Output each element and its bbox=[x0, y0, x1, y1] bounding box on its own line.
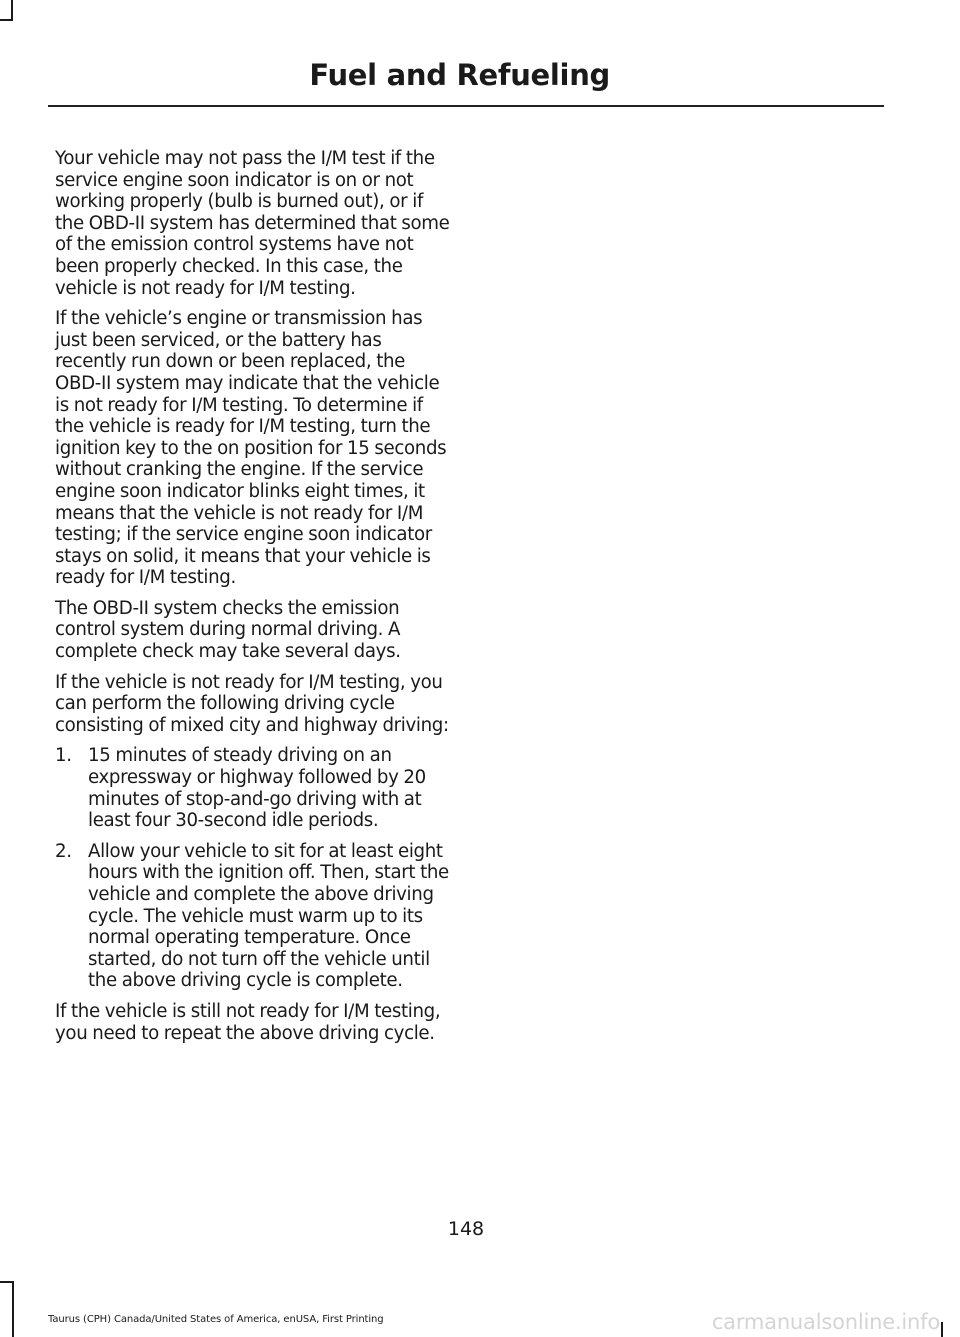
crop-mark-bottom-right-vertical bbox=[941, 1322, 943, 1337]
watermark: carmanualsonline.info bbox=[711, 1310, 940, 1334]
step-number: 1. bbox=[55, 745, 72, 767]
page-title: Fuel and Refueling bbox=[309, 58, 610, 92]
page-number: 148 bbox=[447, 1218, 485, 1240]
paragraph-im-test-failure: Your vehicle may not pass the I/M test if the service engine soon indicator is on or not working properly (bulb is burned out), or if the OBD-II system has determined that some of the emission control systems have not been properly checked. In this case, the vehicle is not ready for I/M testing. bbox=[55, 148, 450, 299]
step-text: 15 minutes of steady driving on an expressway or highway followed by 20 minutes of stop-and-go driving with at least four 30-second idle periods. bbox=[88, 745, 426, 832]
main-text-column bbox=[55, 148, 455, 1053]
step-text: Allow your vehicle to sit for at least eight hours with the ignition off. Then, start the vehicle and complete the above driving cycle. The vehicle must warm up to its normal operating temperature. Once started, do not turn off the vehicle until the above driving cycle is complete. bbox=[88, 840, 449, 992]
paragraph-readiness-check: If the vehicle’s engine or transmission has just been serviced, or the battery has recently run down or been replaced, the OBD-II system may indicate that the vehicle is not ready for I/M testing. To determine if the vehicle is ready for I/M testing, turn the ignition key to the on position for 15 seconds without cranking the engine. If the service engine soon indicator blinks eight times, it means that the vehicle is not ready for I/M testing; if the service engine soon indicator stays on solid, it means that your vehicle is ready for I/M testing. bbox=[55, 308, 447, 589]
list-item bbox=[55, 841, 455, 992]
crop-mark-top-left-vertical bbox=[11, 0, 13, 20]
header-divider bbox=[48, 105, 884, 107]
paragraph-driving-cycle-intro: If the vehicle is not ready for I/M testing, you can perform the following driving cycle consisting of mixed city and highway driving: bbox=[55, 671, 449, 736]
list-item bbox=[55, 745, 455, 831]
edition-footer: Taurus (CPH) Canada/United States of America, enUSA, First Printing bbox=[48, 1314, 384, 1325]
paragraph-obd-check: The OBD-II system checks the emission control system during normal driving. A complete check may take several days. bbox=[55, 597, 401, 663]
driving-cycle-steps bbox=[55, 745, 455, 992]
crop-mark-top-left-horizontal bbox=[0, 19, 13, 21]
step-number: 2. bbox=[55, 840, 72, 862]
crop-mark-bottom-left-vertical bbox=[12, 1281, 14, 1337]
paragraph-repeat-cycle: If the vehicle is still not ready for I/M testing, you need to repeat the above driving cycle. bbox=[55, 1000, 441, 1044]
